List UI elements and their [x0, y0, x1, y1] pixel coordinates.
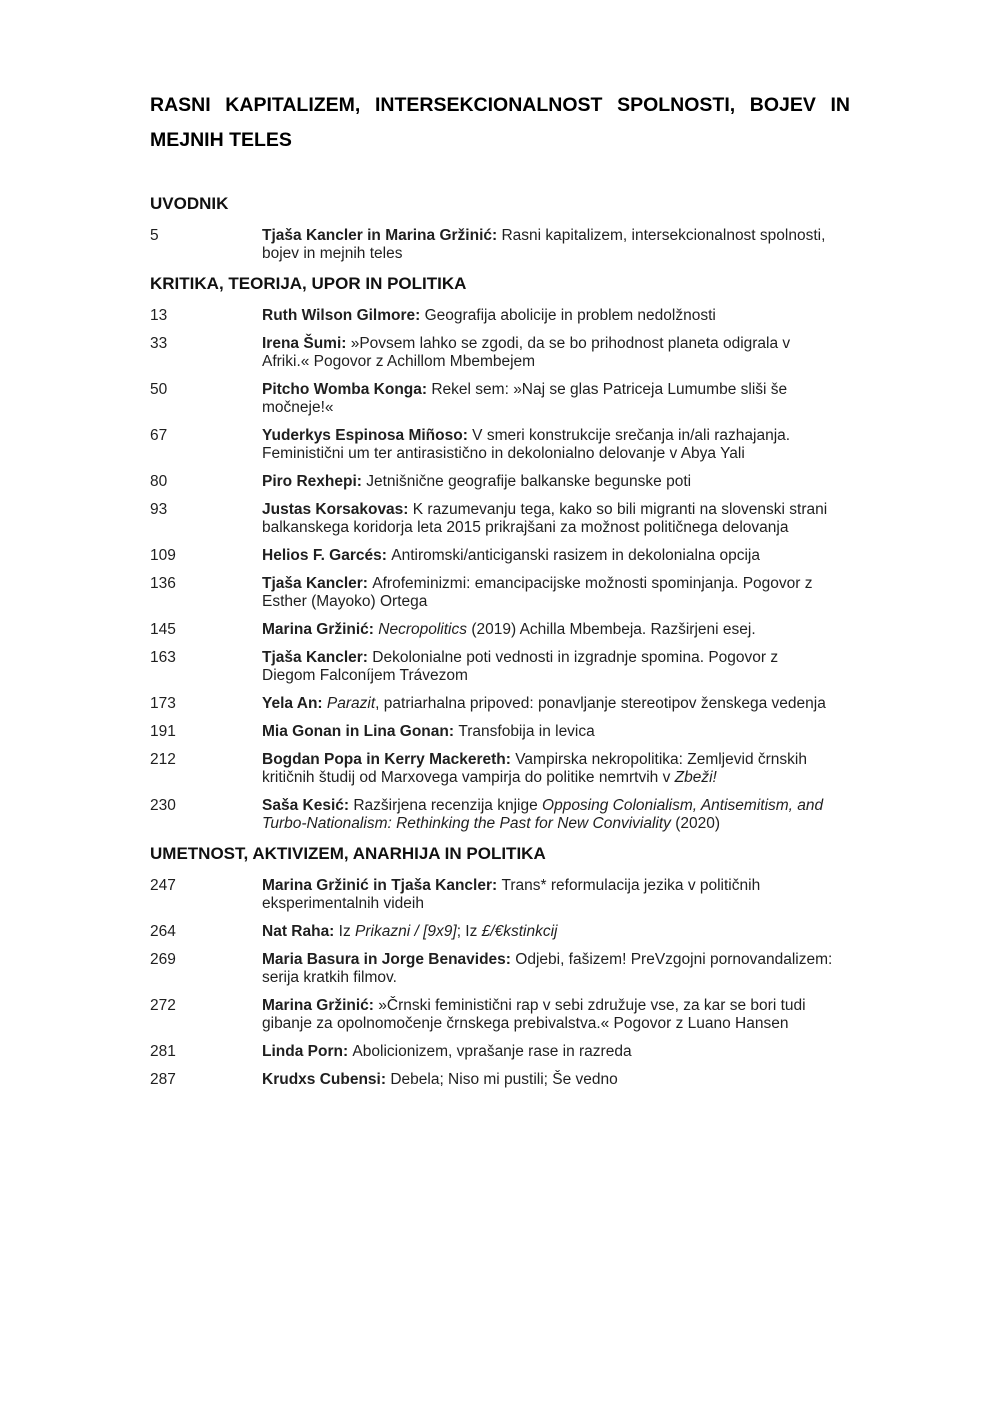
entry-segment-bold: Linda Porn: [262, 1043, 353, 1060]
entry-segment-regular: Dekolonialne poti vednosti in izgradnje spomina. Pogovor z Diegom Falconíjem Trávezom [262, 649, 779, 684]
entry-text [262, 547, 835, 565]
entry-segment-regular: Trans* reformulacija jezika v političnih eksperimentalnih videih [262, 877, 761, 912]
entry-page-number: 136 [150, 575, 176, 592]
entry-text [262, 951, 835, 987]
entry-text [262, 473, 835, 491]
entry-text [262, 751, 835, 787]
entry-text [262, 307, 835, 325]
entry-segment-regular: Debela; Niso mi pustili; Še vedno [390, 1071, 618, 1088]
toc-section [150, 843, 850, 1089]
entry-page-number: 212 [150, 751, 176, 768]
toc-entry [150, 547, 850, 565]
entry-text [262, 797, 835, 833]
entry-segment-italic: Parazit [326, 695, 376, 712]
entry-segment-bold: Saša Kesić: [262, 797, 354, 814]
entry-page-number: 269 [150, 951, 176, 968]
entry-page-number: 163 [150, 649, 176, 666]
toc-entry [150, 427, 850, 463]
entry-page-number: 287 [150, 1071, 176, 1088]
entry-text [262, 877, 835, 913]
entry-page-number: 93 [150, 501, 168, 518]
entry-segment-regular: Rekel sem: »Naj se glas Patriceja Lumumbe sliši še močneje!« [262, 381, 788, 416]
entry-segment-regular: ; Iz [456, 923, 482, 940]
toc-entry [150, 923, 850, 941]
entry-segment-bold: Justas Korsakovas: [262, 501, 413, 518]
entry-segment-regular: , patriarhalna pripoved: ponavljanje stereotipov ženskega vedenja [375, 695, 826, 712]
entry-text [262, 227, 835, 263]
page-title-line-2: MEJNIH TELES [150, 129, 292, 151]
entry-segment-regular: Antiromski/anticiganski rasizem in dekolonialna opcija [391, 547, 760, 564]
entry-segment-bold: Helios F. Garcés: [262, 547, 392, 564]
entry-segment-bold: Tjaša Kancler: [262, 649, 373, 666]
toc-entry [150, 723, 850, 741]
entry-page-number: 80 [150, 473, 168, 490]
entry-text [262, 1071, 835, 1089]
entry-text [262, 997, 835, 1033]
entry-segment-regular: Jetnišnične geografije balkanske begunske poti [366, 473, 692, 490]
entry-segment-regular: V smeri konstrukcije srečanja in/ali razhajanja. Feministični um ter antirasistično in dekolonialno delovanje v Abya Yali [262, 427, 791, 462]
entry-segment-regular: (2019) Achilla Mbembeja. Razširjeni esej. [467, 621, 756, 638]
section-entries [150, 307, 850, 833]
toc-entry [150, 381, 850, 417]
entry-segment-italic: Opposing Colonialism, Antisemitism, and Turbo-Nationalism: Rethinking the Past for New Conviviality [262, 797, 824, 832]
entry-segment-regular: Geografija abolicije in problem nedolžnosti [424, 307, 716, 324]
entry-segment-bold: Ruth Wilson Gilmore: [262, 307, 425, 324]
toc-section [150, 193, 850, 263]
entry-text [262, 575, 835, 611]
entry-segment-regular: Iz [338, 923, 356, 940]
entry-segment-bold: Nat Raha: [262, 923, 339, 940]
toc-entry [150, 335, 850, 371]
section-heading: KRITIKA, TEORIJA, UPOR IN POLITIKA [150, 274, 467, 293]
page-title [150, 88, 850, 158]
toc-entry [150, 575, 850, 611]
toc-sections [150, 193, 850, 1089]
entry-text [262, 427, 835, 463]
entry-segment-bold: Marina Gržinić: [262, 997, 379, 1014]
entry-segment-regular: Transfobija in levica [458, 723, 595, 740]
entry-segment-bold: Pitcho Womba Konga: [262, 381, 432, 398]
entry-segment-regular: Odjebi, fašizem! PreVzgojni pornovandalizem: serija kratkih filmov. [262, 951, 833, 986]
toc-entry [150, 227, 850, 263]
toc-entry [150, 695, 850, 713]
section-entries [150, 877, 850, 1089]
toc-entry [150, 473, 850, 491]
entry-segment-bold: Tjaša Kancler in Marina Gržinić: [262, 227, 502, 244]
toc-entry [150, 501, 850, 537]
entry-segment-regular: Vampirska nekropolitika: Zemljevid črnskih kritičnih študij od Marxovega vampirja do politike nemrtvih v [262, 751, 807, 786]
entry-segment-bold: Marina Gržinić in Tjaša Kancler: [262, 877, 502, 894]
entry-segment-regular: »Črnski feministični rap v sebi združuje vse, za kar se bori tudi gibanje za opolnomočenje črnskega prebivalstva.« Pogovor z Luano Hansen [262, 997, 806, 1032]
entry-segment-italic: Necropolitics [378, 621, 468, 638]
entry-text [262, 923, 835, 941]
entry-segment-bold: Piro Rexhepi: [262, 473, 367, 490]
entry-segment-bold: Irena Šumi: [262, 335, 351, 352]
toc-entry [150, 751, 850, 787]
entry-page-number: 264 [150, 923, 176, 940]
toc-entry [150, 1043, 850, 1061]
toc-entry [150, 649, 850, 685]
entry-page-number: 50 [150, 381, 168, 398]
entry-page-number: 247 [150, 877, 176, 894]
entry-text [262, 1043, 835, 1061]
entry-page-number: 173 [150, 695, 176, 712]
section-heading: UVODNIK [150, 194, 229, 213]
toc-entry [150, 307, 850, 325]
entry-page-number: 281 [150, 1043, 176, 1060]
entry-segment-regular: (2020) [670, 815, 721, 832]
entry-segment-regular: Razširjena recenzija knjige [353, 797, 543, 814]
entry-segment-regular: K razumevanju tega, kako so bili migranti na slovenski strani balkanskega koridorja leta 2015 prikrajšani za možnost političnega delovanja [262, 501, 828, 536]
entry-segment-bold: Yela An: [262, 695, 327, 712]
entry-page-number: 272 [150, 997, 176, 1014]
entry-segment-italic: £/€kstinkcij [481, 923, 558, 940]
toc-entry [150, 621, 850, 639]
entry-page-number: 67 [150, 427, 168, 444]
entry-text [262, 649, 835, 685]
section-heading: UMETNOST, AKTIVIZEM, ANARHIJA IN POLITIKA [150, 844, 546, 863]
entry-segment-regular: »Povsem lahko se zgodi, da se bo prihodnost planeta odigrala v Afriki.« Pogovor z Achillom Mbembejem [262, 335, 791, 370]
toc-entry [150, 1071, 850, 1089]
entry-segment-bold: Yuderkys Espinosa Miñoso: [262, 427, 473, 444]
entry-page-number: 230 [150, 797, 176, 814]
entry-page-number: 191 [150, 723, 176, 740]
entry-text [262, 381, 835, 417]
entry-page-number: 33 [150, 335, 168, 352]
entry-text [262, 335, 835, 371]
toc-entry [150, 797, 850, 833]
entry-segment-regular: Abolicionizem, vprašanje rase in razreda [352, 1043, 632, 1060]
entry-segment-regular: Rasni kapitalizem, intersekcionalnost spolnosti, bojev in mejnih teles [262, 227, 826, 262]
entry-segment-bold: Marina Gržinić: [262, 621, 379, 638]
entry-page-number: 145 [150, 621, 176, 638]
entry-segment-bold: Krudxs Cubensi: [262, 1071, 391, 1088]
entry-text [262, 695, 835, 713]
entry-page-number: 13 [150, 307, 168, 324]
entry-page-number: 109 [150, 547, 176, 564]
entry-segment-bold: Bogdan Popa in Kerry Mackereth: [262, 751, 516, 768]
entry-text [262, 723, 835, 741]
toc-entry [150, 997, 850, 1033]
entry-text [262, 501, 835, 537]
entry-segment-regular: Afrofeminizmi: emancipacijske možnosti spominjanja. Pogovor z Esther (Mayoko) Ortega [262, 575, 813, 610]
entry-text [262, 621, 835, 639]
page-title-line-1: RASNI KAPITALIZEM, INTERSEKCIONALNOST SPOLNOSTI, BOJEV IN [150, 94, 850, 116]
entry-page-number: 5 [150, 227, 159, 244]
section-entries [150, 227, 850, 263]
entry-segment-bold: Tjaša Kancler: [262, 575, 373, 592]
toc-entry [150, 951, 850, 987]
entry-segment-italic: Zbeži! [674, 769, 717, 786]
toc-entry [150, 877, 850, 913]
entry-segment-italic: Prikazni / [9x9] [355, 923, 457, 940]
toc-section [150, 273, 850, 833]
entry-segment-bold: Maria Basura in Jorge Benavides: [262, 951, 516, 968]
entry-segment-bold: Mia Gonan in Lina Gonan: [262, 723, 459, 740]
